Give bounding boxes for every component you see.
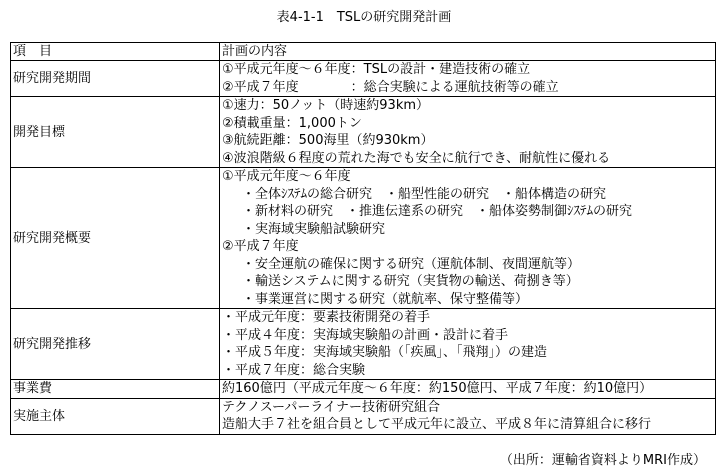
content-line: ・輸送システムに関する研究（実貨物の輸送、荷捌き等） xyxy=(242,274,579,289)
table-header-row xyxy=(11,43,716,61)
content-line: ②平成７年度 ：総合実験による運航技術等の確立 xyxy=(222,79,559,95)
row-content xyxy=(220,168,716,309)
content-line: ④波浪階級６程度の荒れた海でも安全に航行でき、耐航性に優れる xyxy=(222,150,611,166)
header-content: 計画の内容 xyxy=(220,43,716,61)
row-label: 事業費 xyxy=(11,380,220,399)
content-line: ②平成７年度 xyxy=(222,239,299,254)
row-label: 開発目標 xyxy=(11,97,220,168)
row-label: 実施主体 xyxy=(11,398,220,434)
row-content xyxy=(220,309,716,380)
content-line: ・平成７年度：総合実験 xyxy=(222,362,366,378)
content-line: ①平成元年度～６年度 xyxy=(222,169,351,184)
content-line: ・平成５年度：実海域実験船（「疾風」、「飛翔」）の建造 xyxy=(222,345,548,360)
row-content xyxy=(220,97,716,168)
content-line: ①速力：50ノット（時速約93km） xyxy=(222,98,430,113)
content-line: ②積載重量：1,000トン xyxy=(222,115,362,131)
row-budget xyxy=(11,380,716,399)
row-content xyxy=(220,398,716,434)
row-goals xyxy=(11,97,716,168)
content-line: 約160億円（平成元年度～６年度：約150億円、平成７年度：約10億円） xyxy=(222,381,653,396)
table-title: 表4-1-1 TSLの研究開発計画 xyxy=(276,10,452,25)
content-line: ・全体ｼｽﾃﾑの総合研究 ・船型性能の研究 ・船体構造の研究 xyxy=(242,186,607,202)
header-item: 項 目 xyxy=(11,43,220,61)
row-organizer xyxy=(11,398,716,434)
content-line: ・平成４年度：実海域実験船の計画・設計に着手 xyxy=(222,327,509,343)
content-line: ・実海域実験船試験研究 xyxy=(242,221,386,237)
content-line: ・安全運航の確保に関する研究（運航体制、夜間運航等） xyxy=(242,256,581,272)
row-content xyxy=(220,380,716,399)
content-line: ③航続距離：500海里（約930km） xyxy=(222,133,434,148)
content-line: テクノスーパーライナー技術研究組合 xyxy=(222,399,441,415)
row-label: 研究開発推移 xyxy=(11,309,220,380)
content-line: ・新材料の研究 ・推進伝達系の研究 ・船体姿勢制御ｼｽﾃﾑの研究 xyxy=(242,204,633,219)
row-progress xyxy=(11,309,716,380)
row-label: 研究開発期間 xyxy=(11,61,220,97)
plan-table xyxy=(10,42,716,435)
content-line: ・事業運営に関する研究（就航率、保守整備等） xyxy=(242,291,529,307)
content-line: 造船大手７社を組合員として平成元年に設立、平成８年に清算組合に移行 xyxy=(222,417,652,432)
row-period xyxy=(11,61,716,97)
content-line: ・平成元年度：要素技術開発の着手 xyxy=(222,310,431,325)
source-note: （出所：運輸省資料よりMRI作成） xyxy=(499,453,706,468)
row-label: 研究開発概要 xyxy=(11,168,220,309)
row-overview xyxy=(11,168,716,309)
row-content xyxy=(220,61,716,97)
content-line: ①平成元年度～６年度：TSLの設計・建造技術の確立 xyxy=(222,62,531,77)
